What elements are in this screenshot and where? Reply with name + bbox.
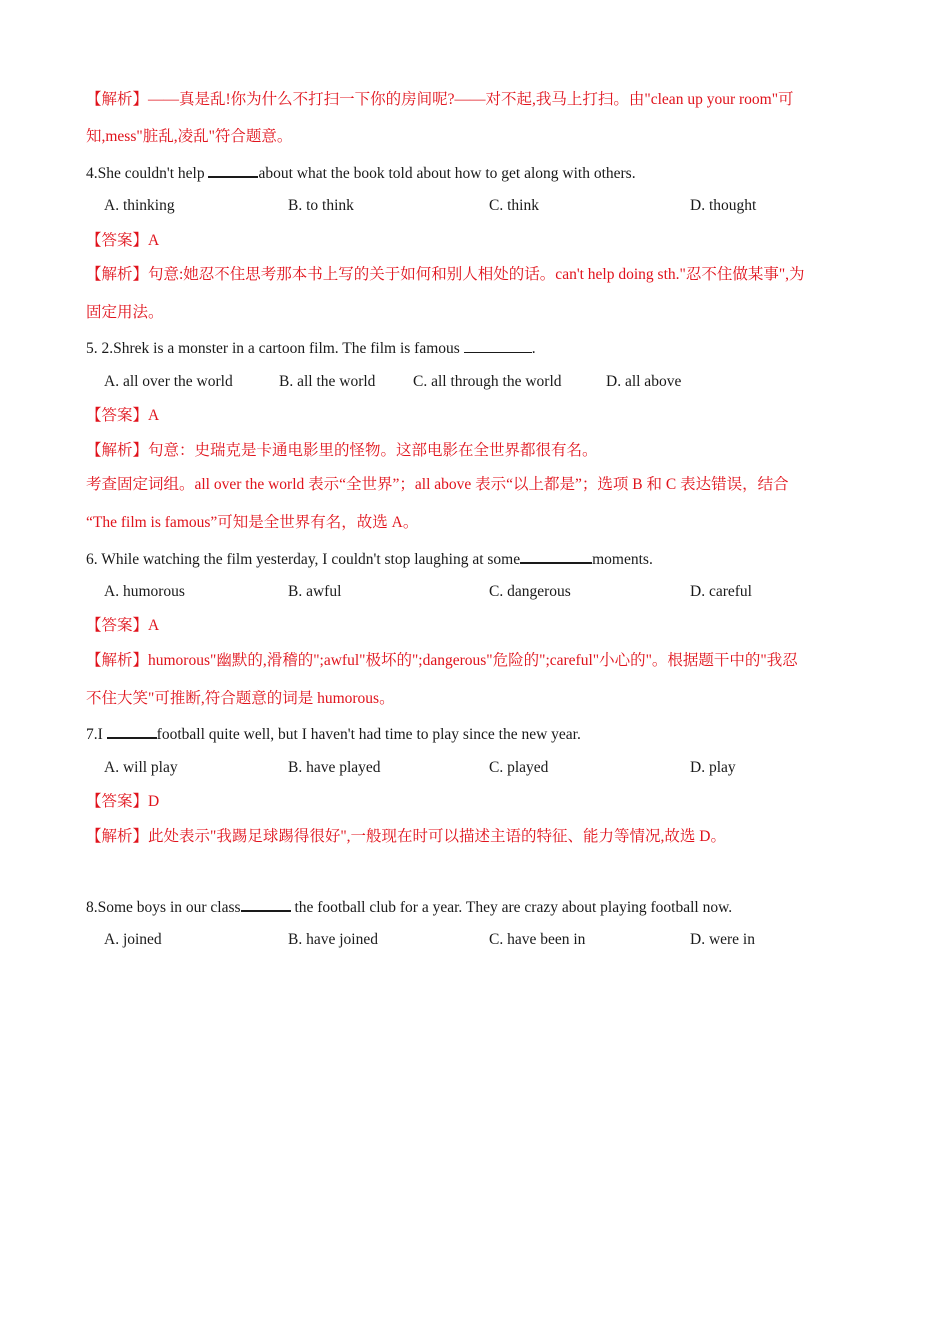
option-c: C. played — [489, 759, 549, 776]
analysis-line: 【解析】此处表示"我踢足球踢得很好",一般现在时可以描述主语的特征、能力等情况,故选 D。 — [86, 828, 726, 845]
option-d: D. thought — [690, 197, 757, 214]
answer-label: 【答案】A — [86, 407, 160, 424]
question-6-stem: 6. While watching the film yesterday, I couldn't stop laughing at some moments. — [86, 547, 653, 571]
option-b: B. all the world — [279, 373, 376, 390]
option-c: C. dangerous — [489, 583, 571, 600]
analysis-line: 不住大笑"可推断,符合题意的词是 humorous。 — [86, 690, 395, 707]
option-c: C. have been in — [489, 931, 586, 948]
analysis-line: 考查固定词组。all over the world 表示“全世界”；all above 表示“以上都是”；选项 B 和 C 表达错误，结合 — [86, 476, 789, 493]
question-7-stem: 7.I football quite well, but I haven't had time to play since the new year. — [86, 722, 581, 746]
option-b: B. to think — [288, 197, 354, 214]
analysis-line: 【解析】句意：史瑞克是卡通电影里的怪物。这部电影在全世界都很有名。 — [86, 442, 598, 459]
analysis-line: 【解析】句意:她忍不住思考那本书上写的关于如何和别人相处的话。can't help doing sth."忍不住做某事",为 — [86, 266, 805, 283]
analysis-line: 【解析】——真是乱!你为什么不打扫一下你的房间呢?——对不起,我马上打扫。由"clean up your room"可 — [86, 91, 794, 108]
analysis-line: 固定用法。 — [86, 304, 164, 321]
option-c: C. all through the world — [413, 373, 562, 390]
analysis-line: 知,mess"脏乱,凌乱"符合题意。 — [86, 128, 293, 145]
option-b: B. have joined — [288, 931, 378, 948]
question-8-stem: 8.Some boys in our class the football club for a year. They are crazy about playing football now. — [86, 895, 732, 919]
option-b: B. have played — [288, 759, 381, 776]
option-b: B. awful — [288, 583, 342, 600]
option-a: A. all over the world — [104, 373, 233, 390]
answer-label: 【答案】D — [86, 793, 160, 810]
answer-blank — [107, 722, 157, 739]
answer-blank — [520, 547, 592, 564]
answer-label: 【答案】A — [86, 232, 160, 249]
option-d: D. play — [690, 759, 736, 776]
analysis-line: 【解析】humorous"幽默的,滑稽的";awful"极坏的";dangerous"危险的";careful"小心的"。根据题干中的"我忍 — [86, 652, 798, 669]
option-d: D. all above — [606, 373, 682, 390]
question-5-stem: 5. 2.Shrek is a monster in a cartoon film. The film is famous . — [86, 337, 536, 360]
option-a: A. joined — [104, 931, 162, 948]
answer-label: 【答案】A — [86, 617, 160, 634]
answer-blank — [208, 161, 258, 178]
option-c: C. think — [489, 197, 539, 214]
option-d: D. careful — [690, 583, 752, 600]
option-d: D. were in — [690, 931, 755, 948]
option-a: A. humorous — [104, 583, 185, 600]
option-a: A. will play — [104, 759, 178, 776]
option-a: A. thinking — [104, 197, 175, 214]
analysis-line: “The film is famous”可知是全世界有名，故选 A。 — [86, 514, 419, 531]
question-4-stem: 4.She couldn't help about what the book told about how to get along with others. — [86, 161, 636, 185]
answer-blank — [241, 895, 291, 912]
answer-blank — [464, 337, 532, 353]
